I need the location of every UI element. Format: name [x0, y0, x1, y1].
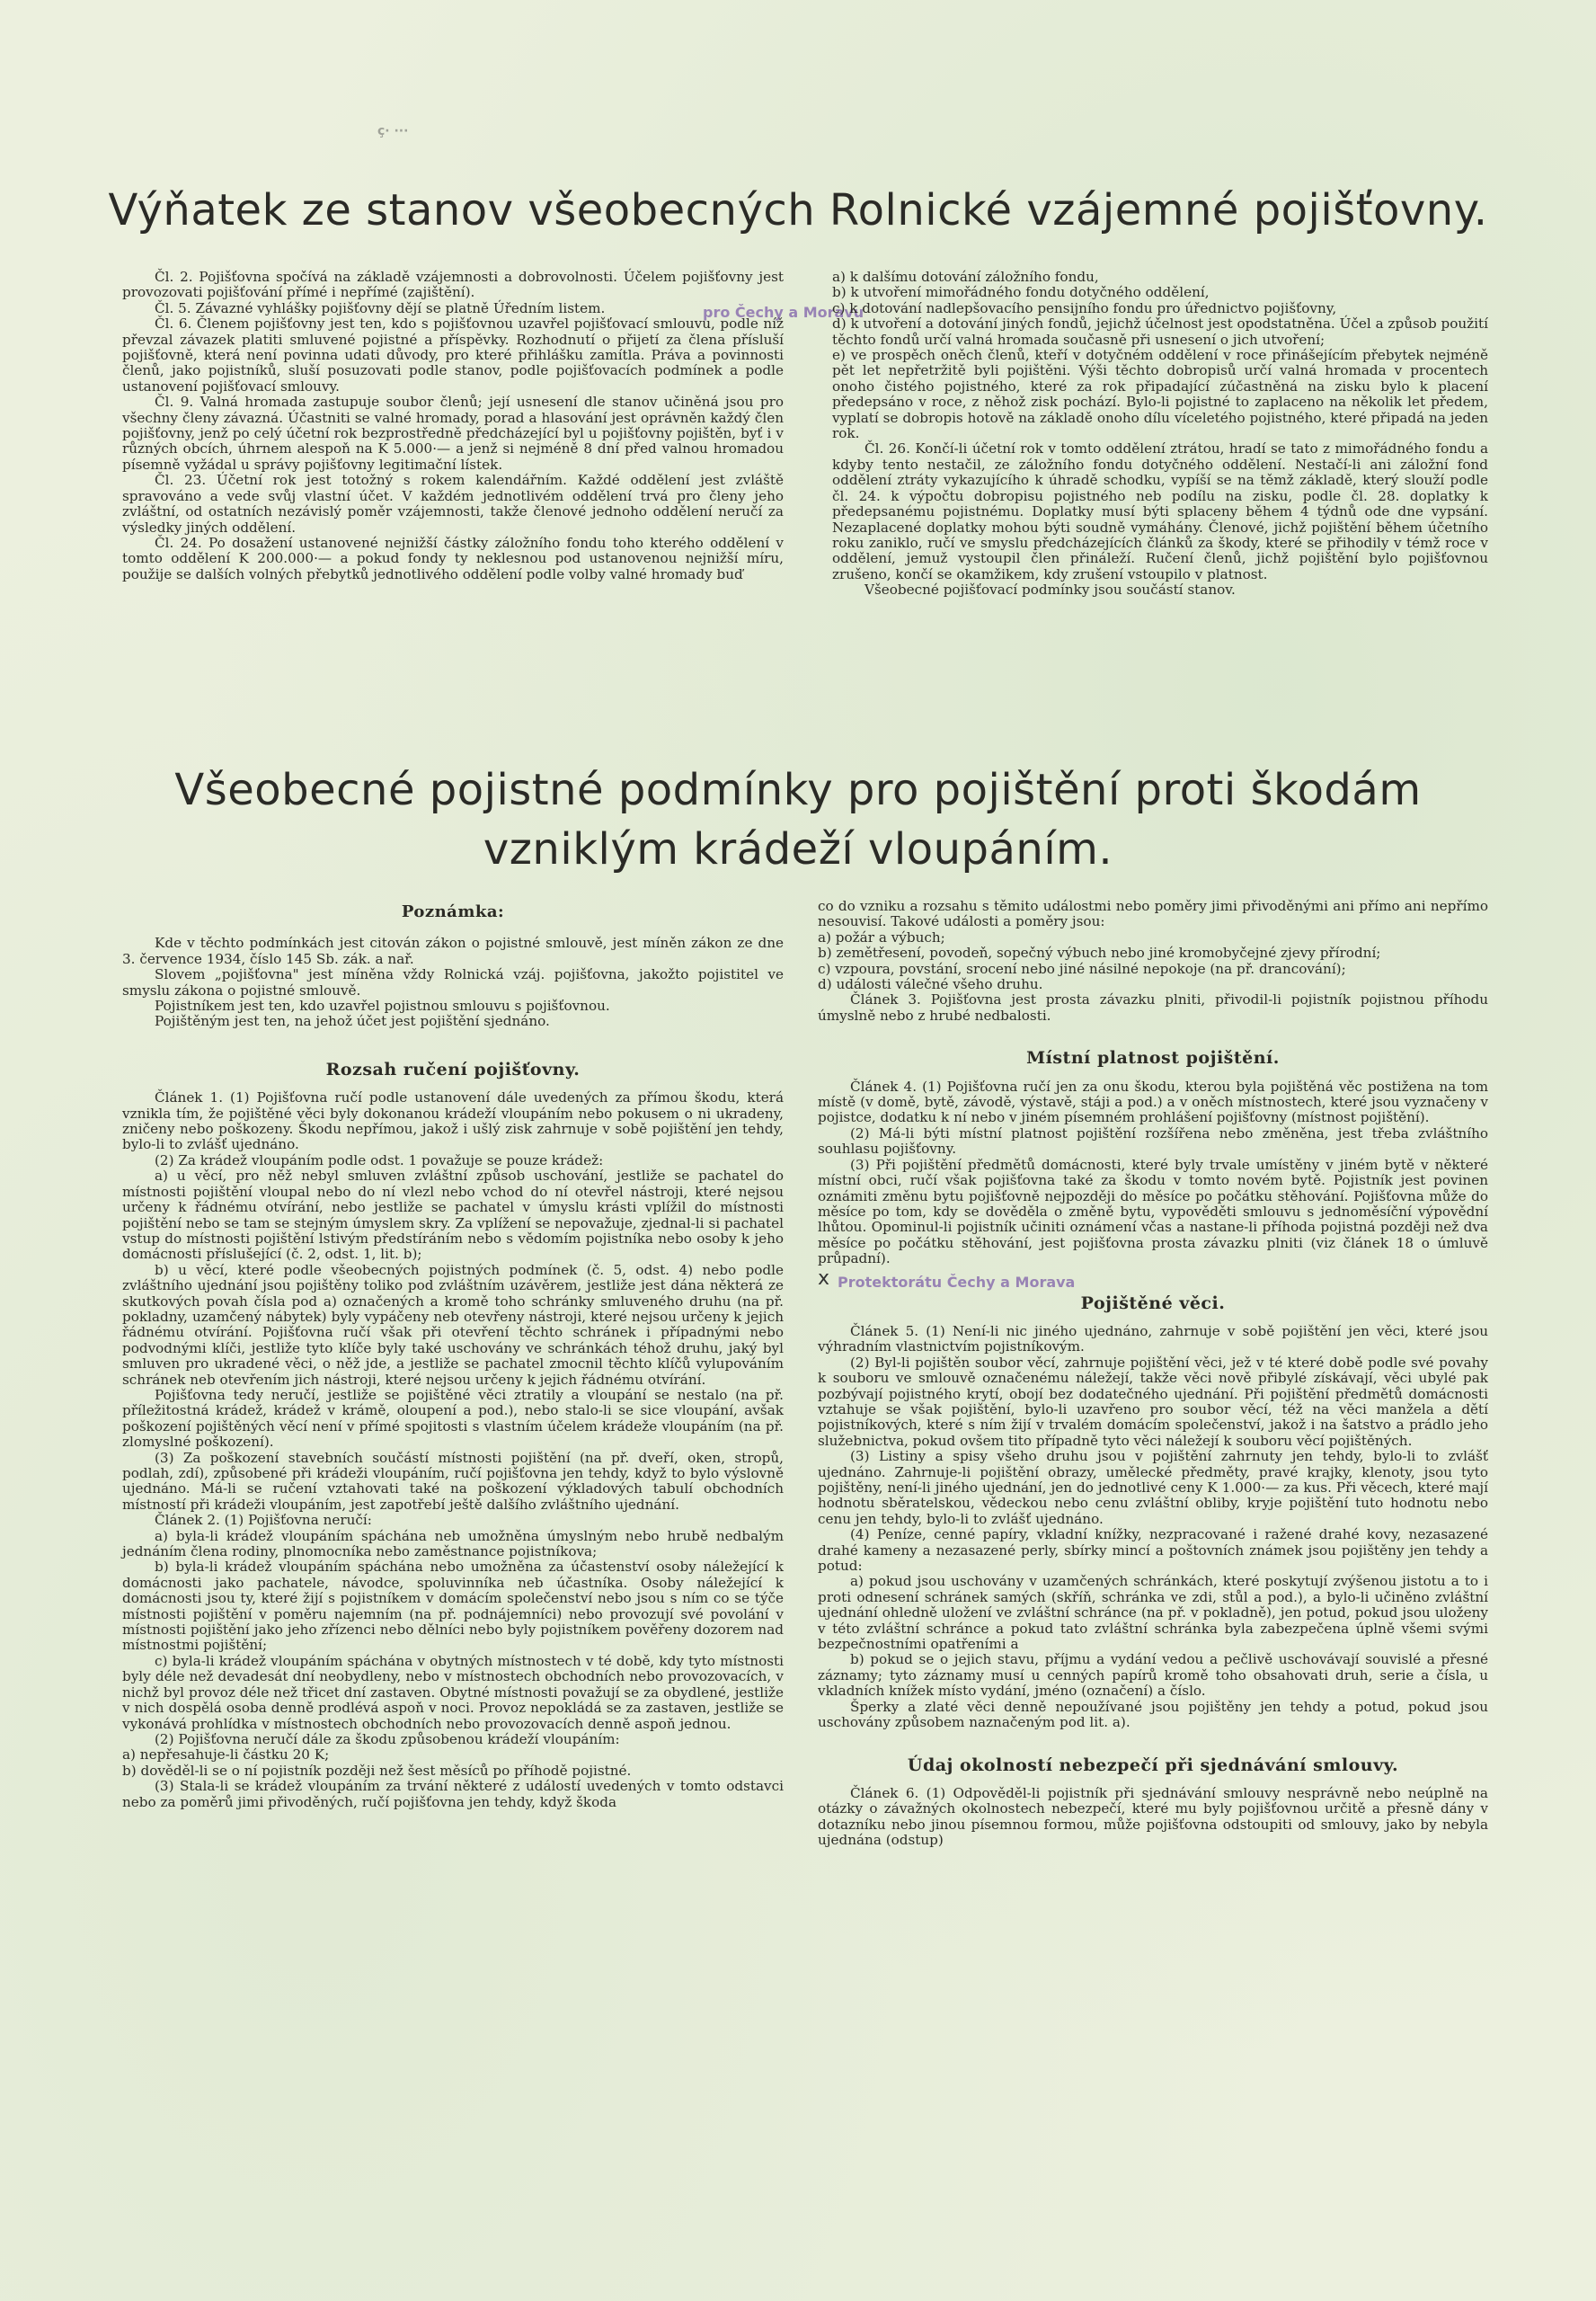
podminky-right-column: [818, 899, 1488, 1849]
stanovy-item: e) ve prospěch oněch členů, kteří v dotyčném oddělení v roce přinášejícím přebytek nejméně pět let nepřetržitě byli pojištěni. Výši těchto dobropisů určí valná hromada v procentech onoho čistého pojistného, které za rok připadající zúčastněná na zisku bylo k placení předepsáno v roce, z něhož zisk pochází. Bylo-li pojistné to zaplaceno na několik let předem, vyplatí se dobropis hotově na základě onoho dílu víceletého pojistného, které připadá na jeden rok.: [832, 347, 1488, 442]
rozsah-paragraph: a) u věcí, pro něž nebyl smluven zvláštní způsob uschování, jestliže se pachatel do místnosti pojištění vloupal nebo do ní vlezl nebo vchod do ní otevřel nástroji, které nejsou určeny k řádnému otvírání, nebo jestliže se pachatel v úmyslu krásti vplížil do místnosti pojištění nebo se tam se stejným úmyslem skry. Za vplížení se nepovažuje, zjednal-li si pachatel vstup do místnosti pojištění lstivým předstíráním nebo s vědomím pojistníka nebo osoby k jeho domácnosti příslušející (č. 2, odst. 1, lit. b);: [122, 1168, 784, 1263]
rozsah-paragraph: Článek 2. (1) Pojišťovna neručí:: [155, 1512, 372, 1529]
stanovy-paragraph: Čl. 6. Členem pojišťovny jest ten, kdo s pojišťovnou uzavřel pojišťovací smlouvu, podle níž převzal závazek platiti smluvené pojistné a příspěvky. Rozhodnutí o přijetí za člena přísluší pojišťovně, která není povinna udati důvody, pro které přihlášku zamítla. Práva a povinnosti členů, jako pojistníků, sluší posuzovati podle stanov, podle pojišťovacích podmínek a podle ustanovení pojišťovací smlouvy.: [122, 315, 784, 395]
right-paragraph: Článek 3. Pojišťovna jest prosta závazku plniti, přivodil-li pojistník pojistnou příhodu úmyslně nebo z hrubé nedbalosti.: [818, 991, 1488, 1024]
rozsah-paragraph: b) byla-li krádež vloupáním spáchána nebo umožněna za účastenství osoby náležející k domácnosti jako pachatele, návodce, spoluvinníka neb účastníka. Osoby náležející k domácnosti jsou ty, které žijí s pojistníkem v domácím společenství nebo jsou s ním co se týče místnosti pojištění v poměru najemním (na př. podnájemníci) nebo provozují své povolání v místnosti pojištění jako jeho zřízenci nebo dělníci nebo byly pojistníkem pověřeny dozorem nad místnostmi pojištění;: [122, 1559, 784, 1654]
rozsah-paragraph: (2) Pojišťovna neručí dále za škodu způsobenou krádeží vloupáním:: [155, 1730, 620, 1747]
poznamka-title: Poznámka:: [401, 902, 505, 921]
ink-mark: ç· ···: [377, 124, 409, 138]
mistni-paragraph: Článek 4. (1) Pojišťovna ručí jen za onu škodu, kterou byla pojištěná věc postižena na tom místě (v domě, bytě, závodě, výstavě, stáji a pod.) a v oněch místnostech, které jsou vyznačeny v pojistce, dodatku k ní nebo v jiném písemném prohlášení pojišťovny (místnost pojištění).: [818, 1078, 1488, 1126]
stanovy-paragraph: Čl. 26. Končí-li účetní rok v tomto oddělení ztrátou, hradí se tato z mimořádného fondu a kdyby tento nestačil, ze záložního fondu dotyčného oddělení. Nestačí-li ani záložní fond oddělení ztráty vykazujícího k úhradě schodku, vypíší se na těmž základě, který slouží podle čl. 24. k výpočtu dobropisu pojistného neb podílu na zisku, podle čl. 28. doplatky k předepsanému pojistnému. Doplatky musí býti splaceny během 4 týdnů ode dne vypsání. Nezaplacené doplatky mohou býti soudně vymáhány. Členové, jichž pojištění během účetního roku zaniklo, ručí ve smyslu předcházejících článků za škody, které se přihodily v témž roce v oddělení, jemuž vystoupil člen přináleží. Ručení členů, jichž pojištění bylo pojišťovnou zrušeno, končí se okamžikem, kdy zrušení vstoupilo v platnost.: [832, 440, 1488, 582]
udaj-paragraph: Článek 6. (1) Odpověděl-li pojistník při sjednávání smlouvy nesprávně nebo neúplně na otázky o závažných okolnostech nebezpečí, které mu byly pojišťovnou určitě a přesně dány v dotazníku nebo jinou písemnou formou, může pojišťovna odstoupiti od smlouvy, jako by nebyla ujednána (odstup): [818, 1784, 1488, 1849]
stanovy-paragraph: Čl. 24. Po dosažení ustanovené nejnižší částky záložního fondu toho kterého oddělení v tomto oddělení K 200.000·— a pokud fondy ty neklesnou pod ustanovenou nejnižší míru, použije se dalších volných přebytků jednotlivého oddělení podle volby valné hromady buď: [122, 534, 784, 582]
podminky-left-column: [122, 904, 784, 1810]
heading-stanovy: Výňatek ze stanov všeobecných Rolnické vzájemné pojišťovny.: [108, 185, 1488, 235]
rozsah-title: Rozsah ručení pojišťovny.: [325, 1059, 581, 1079]
rozsah-paragraph: (3) Stala-li se krádež vloupáním za trvání některé z událostí uvedených v tomto odstavci nebo za poměrů jimi přivoděných, ručí pojišťovna jen tehdy, když škoda: [122, 1778, 784, 1810]
poznamka-paragraph: Pojistníkem jest ten, kdo uzavřel pojistnou smlouvu s pojišťovnou.: [155, 998, 610, 1015]
rubber-stamp-top: pro Čechy a Moravu: [703, 304, 864, 321]
stanovy-paragraph: Čl. 9. Valná hromada zastupuje soubor členů; její usnesení dle stanov učiněná jsou pro všechny členy závazná. Účastniti se valné hromady, porad a hlasování jest oprávněn každý člen pojišťovny, jenž po celý účetní rok bezprostředně předcházející byl u pojišťovny pojištěn, byť i v různých obcích, úhrnem alespoň na K 5.000·— a jenž si nejméně 8 dní před valnou hromadou písemně vyžádal u správy pojišťovny legitimační lístek.: [122, 394, 784, 473]
stanovy-paragraph: Čl. 23. Účetní rok jest totožný s rokem kalendářním. Každé oddělení jest zvláště spravováno a vede svůj vlastní účet. V každém jednotlivém oddělení trvá pro členy jeho zvláštní, od ostatních nezávislý poměr vzájemnosti, takže členové jednoho oddělení neručí za výsledky jiných oddělení.: [122, 472, 784, 536]
stanovy-item: b) k utvoření mimořádného fondu dotyčného oddělení,: [832, 284, 1210, 301]
rozsah-paragraph: c) byla-li krádež vloupáním spáchána v obytných místnostech v té době, kdy tyto místnosti byly déle než devadesát dní neobydleny, nebo v místnostech obchodních nebo provozovacích, v nichž byl provoz déle než třicet dní zastaven. Obytné místnosti považují se za obydlené, jestliže v nich dospělá osoba denně prodlévá aspoň v noci. Provoz nepokládá se za zastaven, jestliže se vykonává prohlídka v místnostech obchodních nebo provozovacích denně aspoň jednou.: [122, 1652, 784, 1732]
stanovy-paragraph: Čl. 2. Pojišťovna spočívá na základě vzájemnosti a dobrovolnosti. Účelem pojišťovny jest provozovati pojišťování přímé i nepřímé (zajištění).: [122, 269, 784, 301]
right-item: c) vzpoura, povstání, srocení nebo jiné násilné nepokoje (na př. drancování);: [818, 960, 1346, 977]
poznamka-paragraph: Kde v těchto podmínkách jest citován zákon o pojistné smlouvě, jest míněn zákon ze dne 3. července 1934, číslo 145 Sb. zák. a nař.: [122, 935, 784, 967]
stanovy-item: d) k utvoření a dotování jiných fondů, jejichž účelnost jest opodstatněna. Účel a způsob použití těchto fondů určí valná hromada současně při usnesení o jich utvoření;: [832, 315, 1488, 348]
right-item: b) zemětřesení, povodeň, sopečný výbuch nebo jiné kromobyčejné zjevy přírodní;: [818, 945, 1381, 962]
right-paragraph: co do vzniku a rozsahu s těmito událostmi nebo poměry jimi přivoděnými ani přímo ani nepřímo nesouvisí. Takové události a poměry jsou:: [818, 898, 1488, 930]
stanovy-left-column: [122, 270, 784, 582]
rozsah-item: a) nepřesahuje-li částku 20 K;: [122, 1746, 330, 1764]
veci-paragraph: (4) Peníze, cenné papíry, vkladní knížky, nezpracované i ražené drahé kovy, nezasazené drahé kameny a nezasazené perly, sbírky mincí a poštovních známek jsou pojištěny jen tehdy a potud:: [818, 1526, 1488, 1575]
veci-paragraph: Šperky a zlaté věci denně nepoužívané jsou pojištěny jen tehdy a potud, pokud jsou uschovány způsobem naznačeným pod lit. a).: [818, 1698, 1488, 1731]
veci-paragraph: (3) Listiny a spisy všeho druhu jsou v pojištění zahrnuty jen tehdy, bylo-li to zvlášť ujednáno. Zahrnuje-li pojištění obrazy, umělecké předměty, pravé krajky, klenoty, jsou tyto pojištěny, není-li jiného ujednání, jen do jednotlivé ceny K 1.000·— za kus. Při věcech, které mají hodnotu sběratelskou, vědeckou nebo cenu zvláštní obliby, kryje pojištění tuto hodnotu nebo cenu jen tehdy, bylo-li to zvlášť ujednáno.: [818, 1448, 1488, 1527]
veci-title: Pojištěné věci.: [1080, 1293, 1226, 1313]
stanovy-right-column: [832, 270, 1488, 599]
stanovy-item: c) k dotování nadlepšovacího pensijního fondu pro úřednictvo pojišťovny,: [832, 299, 1337, 316]
veci-paragraph: b) pokud se o jejich stavu, příjmu a vydání vedou a pečlivě uschovávají souvislé a přesné záznamy; tyto záznamy musí u cenných papírů kromě toho obsahovati druh, serie a čísla, u vkladních knížek místo vydání, jméno (označení) a číslo.: [818, 1651, 1488, 1700]
rozsah-paragraph: (3) Za poškození stavebních součástí místnosti pojištění (na př. dveří, oken, stropů, podlah, zdí), způsobené při krádeži vloupáním, ručí pojišťovna jen tehdy, když to bylo výslovně ujednáno. Má-li se ručení vztahovati také na poškození výkladových tabulí obchodních místností při krádeži vloupáním, jest zapotřebí ještě dalšího zvláštního ujednání.: [122, 1449, 784, 1513]
stanovy-paragraph: Všeobecné pojišťovací podmínky jsou součástí stanov.: [864, 582, 1236, 599]
stamp-line: [818, 1267, 1488, 1294]
mistni-title: Místní platnost pojištění.: [1026, 1048, 1280, 1069]
stanovy-item: a) k dalšímu dotování záložního fondu,: [832, 269, 1099, 285]
poznamka-paragraph: Pojištěným jest ten, na jehož účet jest pojištění sjednáno.: [155, 1013, 550, 1030]
udaj-title: Údaj okolností nebezpečí při sjednávání smlouvy.: [907, 1755, 1399, 1775]
rozsah-paragraph: Článek 1. (1) Pojišťovna ručí podle ustanovení dále uvedených za přímou škodu, která vznikla tím, že pojištěné věci byly dokonanou krádeží vloupáním nebo pokusem o ni ukradeny, zničeny nebo poškozeny. Škodu nepřímou, jakož i ušlý zisk zahrnuje v sobě pojištění jen tehdy, bylo-li to zvlášť ujednáno.: [122, 1089, 784, 1153]
handwritten-x: x: [818, 1266, 830, 1290]
heading-podminky: [0, 760, 1596, 879]
veci-paragraph: (2) Byl-li pojištěn soubor věcí, zahrnuje pojištění věci, jež v té které době podle své povahy k souboru ve smlouvě označenému náležejí, takže věci nově přibylé získávají, věci ubylé pak pozbývají pojistného krytí, obojí bez dodatečného ujednání. Při pojištění předmětů domácnosti vztahuje se však pojištění, bylo-li uzavřeno pro soubor věcí, též na věci manžela a dětí pojistníkových, které s ním žijí v trvalém domácím společenství, jakož i na šatstvo a prádlo jeho služebnictva, pokud ovšem tito případně tyto věci náležejí k souboru věcí pojištěných.: [818, 1354, 1488, 1449]
rozsah-paragraph: (2) Za krádež vloupáním podle odst. 1 považuje se pouze krádež:: [155, 1151, 604, 1168]
rozsah-paragraph: Pojišťovna tedy neručí, jestliže se pojištěné věci ztratily a vloupání se nestalo (na př. příležitostná krádež, krádež v krámě, oloupení a pod.), nebo stalo-li se sice vloupání, avšak poškození pojištěných věcí není v přímé spojitosti s vlastním účelem krádeže vloupáním (na př. zlomyslné poškození).: [122, 1386, 784, 1451]
heading-podminky-line2: vzniklým krádeží vloupáním.: [483, 824, 1113, 875]
mistni-paragraph: (2) Má-li býti místní platnost pojištění rozšířena nebo změněna, jest třeba zvláštního souhlasu pojišťovny.: [818, 1124, 1488, 1158]
heading-podminky-line1: Všeobecné pojistné podmínky pro pojištění proti škodám: [174, 765, 1422, 815]
veci-paragraph: Článek 5. (1) Není-li nic jiného ujednáno, zahrnuje v sobě pojištění jen věci, které jsou výhradním vlastnictvím pojistníkovým.: [818, 1322, 1488, 1355]
stanovy-paragraph: Čl. 5. Závazné vyhlášky pojišťovny dějí se platně Úředním listem.: [155, 299, 606, 316]
rubber-stamp-protektorat: Protektorátu Čechy a Morava: [838, 1273, 1076, 1291]
poznamka-paragraph: Slovem „pojišťovna" jest míněna vždy Rolnická vzáj. pojišťovna, jakožto pojistitel ve smyslu zákona o pojistné smlouvě.: [122, 966, 784, 999]
right-item: a) požár a výbuch;: [818, 928, 945, 946]
mistni-paragraph: (3) Při pojištění předmětů domácnosti, které byly trvale umístěny v jiném bytě v některé místní obci, ručí však pojišťovna také za škodu v tomto novém bytě. Pojistník jest povinen oznámiti změnu bytu pojišťovně nejpozději do měsíce po počátku stěhování. Pojišťovna může do měsíce po tom, kdy se dověděla o změně bytu, vypověděti smlouvu s jednoměsíční výpovědní lhůtou. Opominul-li pojistník učiniti oznámení včas a nastane-li příhoda pojistná později než dva měsíce po počátku stěhování, jest pojišťovna prosta závazku plniti (viz článek 18 o úmluvě průpadní).: [818, 1156, 1488, 1267]
rozsah-item: b) dověděl-li se o ní pojistník později než šest měsíců po příhodě pojistné.: [122, 1762, 632, 1779]
rozsah-paragraph: a) byla-li krádež vloupáním spáchána neb umožněna úmyslným nebo hrubě nedbalým jednáním člena rodiny, plnomocníka nebo zaměstnance pojistníkova;: [122, 1527, 784, 1560]
veci-paragraph: a) pokud jsou uschovány v uzamčených schránkách, které poskytují zvýšenou jistotu a to i proti odnesení schránek samých (skříň, schránka ve zdi, stůl a pod.), a bylo-li učiněno zvláštní ujednání ohledně uložení ve zvláštní schránce (na př. v pokladně), jen potud, pokud jsou uloženy v této zvláštní schránce a pokud tato zvláštní schránka byla zabezpečena úplně všemi svými bezpečnostními opatřeními a: [818, 1573, 1488, 1653]
rozsah-paragraph: b) u věcí, které podle všeobecných pojistných podmínek (č. 5, odst. 4) nebo podle zvláštního ujednání jsou pojištěny toliko pod zvláštním uzávěrem, jestliže jest dána některá ze skutkových povah čísla pod a) označených a kromě toho schránky smluveného druhu (na př. pokladny, uzamčený nábytek) byly vypáčeny neb otevřeny nástroji, které nejsou určeny k jejich řádnému otvírání. Pojišťovna ručí však při otevření těchto schránek i případnými nebo podvodnými klíči, jestliže tyto klíče byly také uschovány ve schránkách téhož druhu, jaký byl smluven pro ukradené věci, o něž jde, a jestliže se pachatel zmocnil těchto klíčů vylupováním schránek neb otevřením jich nástroji, které nejsou určeny k jejich řádnému otvírání.: [122, 1261, 784, 1388]
right-item: d) události válečné všeho druhu.: [818, 976, 1043, 993]
